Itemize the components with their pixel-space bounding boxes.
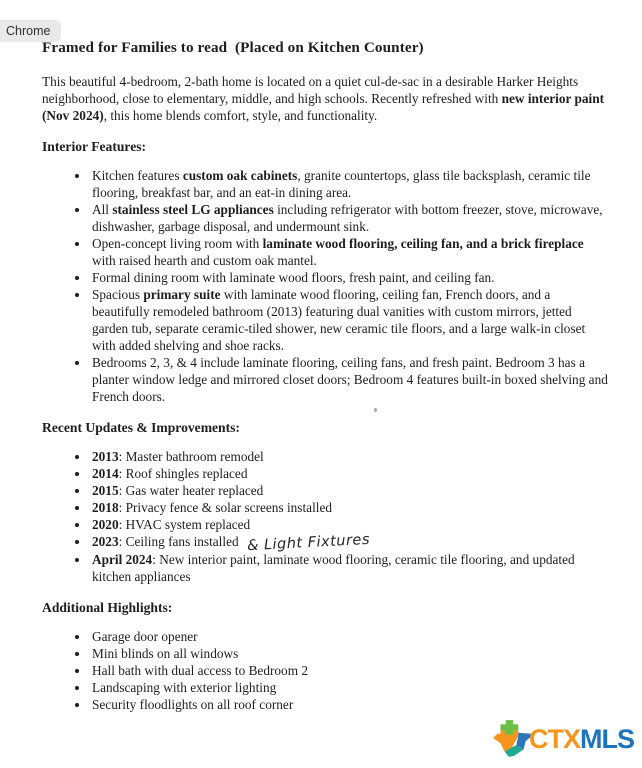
logo-text-ctx: CTX	[529, 723, 580, 754]
ctxmls-logo	[491, 720, 634, 758]
text-run: This beautiful 4-bedroom, 2-bath home is located on a quiet cul-de-sac in a desirable Harker Heights neighborhood, close to elementary, middle, and high schools. Recently refreshed with	[42, 74, 579, 106]
bold-text-run: 2014	[92, 466, 119, 481]
text-run: with raised hearth and custom oak mantel.	[92, 253, 317, 268]
bold-text-run: 2020	[92, 517, 119, 532]
text-run: : Master bathroom remodel	[118, 449, 264, 464]
bullet-list	[42, 448, 608, 585]
text-run: Open-concept living room with	[92, 236, 263, 251]
texas-state-icon	[491, 720, 533, 758]
text-run: : Roof shingles replaced	[118, 466, 248, 481]
text-run: Spacious	[92, 287, 144, 302]
text-run: , granite countertops, glass tile backsplash, ceramic tile flooring, breakfast bar, and an eat-in dining area.	[92, 168, 591, 200]
text-run: All	[92, 202, 113, 217]
bullet-item	[90, 235, 608, 269]
bold-text-run: primary suite	[143, 287, 221, 302]
text-run: , this home blends comfort, style, and functionality.	[103, 108, 378, 123]
text-run: Garage door opener	[92, 629, 198, 644]
bold-text-run: 2018	[92, 500, 119, 515]
doc-section	[42, 138, 608, 405]
bullet-item	[90, 269, 608, 286]
bullet-item	[90, 465, 608, 482]
bullet-item	[90, 286, 608, 354]
bold-text-run: laminate wood flooring, ceiling fan, and a brick fireplace	[262, 236, 584, 251]
bullet-item	[90, 354, 608, 405]
bullet-item	[90, 696, 608, 713]
bullet-item	[90, 662, 608, 679]
text-run: Landscaping with exterior lighting	[92, 680, 277, 695]
text-run: : HVAC system replaced	[118, 517, 251, 532]
doc-section	[42, 419, 608, 585]
bullet-list	[42, 167, 608, 405]
scan-speck-artifact	[374, 408, 377, 412]
bullet-item	[90, 645, 608, 662]
intro-paragraph	[42, 73, 608, 124]
text-run: with laminate wood flooring, ceiling fan, French doors, and a beautifully remodeled bathroom (2013) featuring dual vanities with custom mirrors, jetted garden tub, separate ceramic-tiled shower, new ceramic tile floors, and a large walk-in closet with added shelving and shoe racks.	[92, 287, 586, 353]
bold-text-run: 2013	[92, 449, 119, 464]
text-run: Formal dining room with laminate wood floors, fresh paint, and ceiling fan.	[92, 270, 495, 285]
bold-text-run: 2023	[92, 534, 119, 549]
bullet-list	[42, 628, 608, 713]
text-run: Kitchen features	[92, 168, 183, 183]
section-heading: Additional Highlights:	[42, 600, 173, 615]
text-run: : Privacy fence & solar screens installed	[118, 500, 333, 515]
bullet-item	[90, 551, 608, 585]
bullet-item	[90, 679, 608, 696]
bold-text-run: stainless steel LG appliances	[112, 202, 274, 217]
section-heading: Interior Features:	[42, 139, 147, 154]
text-run: : New interior paint, laminate wood flooring, ceramic tile flooring, and updated kitchen appliances	[92, 552, 575, 584]
section-heading: Recent Updates & Improvements:	[42, 420, 240, 435]
bullet-item	[90, 201, 608, 235]
bold-text-run: new interior paint (Nov 2024)	[42, 91, 605, 123]
bullet-item	[90, 628, 608, 645]
text-run: Security floodlights on all roof corner	[92, 697, 294, 712]
text-run: including refrigerator with bottom freezer, stove, microwave, dishwasher, garbage disposal, and undermount sink.	[92, 202, 603, 234]
text-run: : Gas water heater replaced	[118, 483, 264, 498]
bullet-item	[90, 167, 608, 201]
text-run: Mini blinds on all windows	[92, 646, 239, 661]
handwritten-annotation: & Light Fixtures	[246, 531, 370, 555]
chrome-window-label[interactable]: Chrome	[0, 20, 61, 42]
flyer-document	[42, 38, 608, 713]
text-run: Hall bath with dual access to Bedroom 2	[92, 663, 309, 678]
bold-text-run: April 2024	[92, 552, 153, 567]
bullet-item	[90, 448, 608, 465]
doc-section	[42, 599, 608, 713]
text-run: Bedrooms 2, 3, & 4 include laminate flooring, ceiling fans, and fresh paint. Bedroom 3 has a planter window ledge and mirrored closet doors; Bedroom 4 features built-in boxed shelving and French doors.	[92, 355, 608, 404]
bullet-item	[90, 531, 608, 555]
bold-text-run: custom oak cabinets	[182, 168, 298, 183]
logo-text-mls: MLS	[580, 723, 634, 754]
bullet-item	[90, 482, 608, 499]
bullet-item	[90, 516, 608, 533]
bold-text-run: 2015	[92, 483, 119, 498]
text-run: : Ceiling fans installed	[118, 534, 239, 549]
document-title: Framed for Families to read (Placed on Kitchen Counter)	[42, 39, 424, 56]
bullet-item	[90, 499, 608, 516]
